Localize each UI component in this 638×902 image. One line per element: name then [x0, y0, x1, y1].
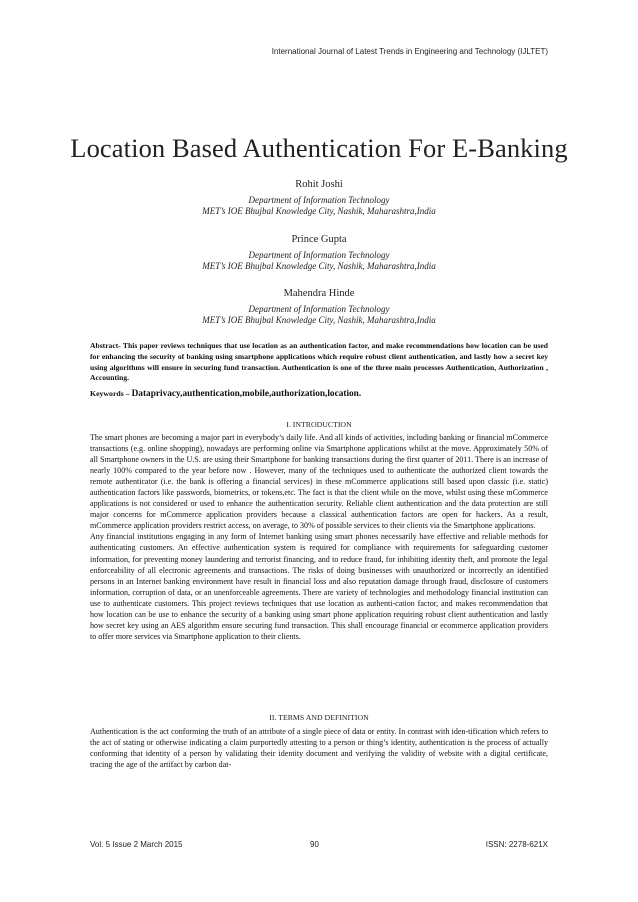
journal-header: International Journal of Latest Trends in Engineering and Technology (IJLTET)	[271, 47, 548, 56]
body-paragraph: The smart phones are becoming a major part in everybody’s daily life. And all kinds of activities, including banking or financial mCommerce transactions (e.g. online shopping), nowadays are performing online via Smartphone applications whilst at the move. Approximately 50% of all Smartphone owners in the U.S. are using their Smartphone for banking transactions during the first quarter of 2011. There is an increase of nearly 100% compared to the year before now . However, many of the techniques used to authenticate the authorized client towards the remote authenticator (i.e. the bank is offering a financial services) in these mCommerce applications still based upon classic (i.e. static) authentication factors like passwords, biometrics, or tokens,etc. The fact is that the client while on the move, whilst using these mCommerce applications is not considered or used to enhance the authentication security. Reliable client authentication and the data protection are still major concerns for mCommerce application providers because a classical authentication factors are open for hackers. As a result, mCommerce application providers restrict access, on average, to 30% of possible services to their clients via the Smartphone applications.	[90, 433, 548, 531]
paper-title: Location Based Authentication For E-Banking	[70, 133, 568, 163]
author-name: Prince Gupta	[291, 234, 347, 245]
author-block	[0, 288, 638, 326]
author-department: Department of Information Technology	[248, 195, 390, 205]
keywords	[90, 389, 548, 399]
author-institution: MET’s IOE Bhujbal Knowledge City, Nashik, Maharashtra,India	[202, 261, 436, 271]
section-body-introduction	[90, 432, 548, 642]
abstract: Abstract- This paper reviews techniques that use location as an authentication factor, and make recommendations how location can be used for enhancing the security of banking using smartphone applications which require robust client authentication, and lastly how a secret key using algorithms will ensure in securing fund transaction. Authentication is one of the three main processes Authentication, Authorization , Accounting.	[90, 341, 548, 383]
body-paragraph: Authentication is the act conforming the truth of an attribute of a single piece of data or entity. In contrast with iden-tification which refers to the act of stating or otherwise indicating a claim purportedly attesting to a person or thing’s identity, authentication is the process of actually conforming that identity of a person by validating their identity document and verifying the validity of website with a digital certificate, tracing the age of the artifact by carbon dat-	[90, 727, 548, 770]
section-body-terms	[90, 726, 548, 770]
author-name: Mahendra Hinde	[283, 288, 355, 299]
author-name: Rohit Joshi	[295, 179, 343, 190]
keywords-label: Keywords –	[90, 389, 132, 398]
author-institution: MET’s IOE Bhujbal Knowledge City, Nashik, Maharashtra,India	[202, 206, 436, 216]
footer-volume: Vol. 5 Issue 2 March 2015	[90, 840, 183, 849]
author-department: Department of Information Technology	[248, 250, 390, 260]
author-block	[0, 179, 638, 217]
body-paragraph: Any financial institutions engaging in any form of Internet banking using smart phones necessarily have effective and reliable methods for authenticating customers. An effective authentication system is required for compliance with requirements for safeguarding customer information, for preventing money laundering and terrorist financing, and to reduce fraud, for inhibiting identity theft, and promote the legal enforceability of all electronic agreements and transactions. The risks of doing businesses with unauthorized or incorrectly an identified persons in an Internet banking environment have result in financial loss and also reputation damage through fraud, disclosure of customers information, corruption of data, or an unenforceable agreements. There are variety of technologies and methodology financial institution can use to authenticate customers. This project reviews techniques that use location as authenti-cation factor, and makes recommendation that how location can be use to enhance the security of a banking using smart phone application requiring robust client authentication and lastly how secret key using an AES algorithm ensure securing fund transaction. This shall encourage financial or ecommerce application providers to offer more services via Smartphone application to their clients.	[90, 532, 548, 641]
footer-issn: ISSN: 2278-621X	[485, 840, 548, 849]
author-block	[0, 234, 638, 272]
author-department: Department of Information Technology	[248, 304, 390, 314]
footer-page-number: 90	[310, 840, 319, 849]
section-heading-introduction: I. INTRODUCTION	[286, 420, 352, 429]
section-heading-terms: II. TERMS AND DEFINITION	[269, 713, 369, 722]
author-institution: MET’s IOE Bhujbal Knowledge City, Nashik, Maharashtra,India	[202, 315, 436, 325]
keywords-list: Dataprivacy,authentication,mobile,authorization,location.	[131, 389, 362, 399]
